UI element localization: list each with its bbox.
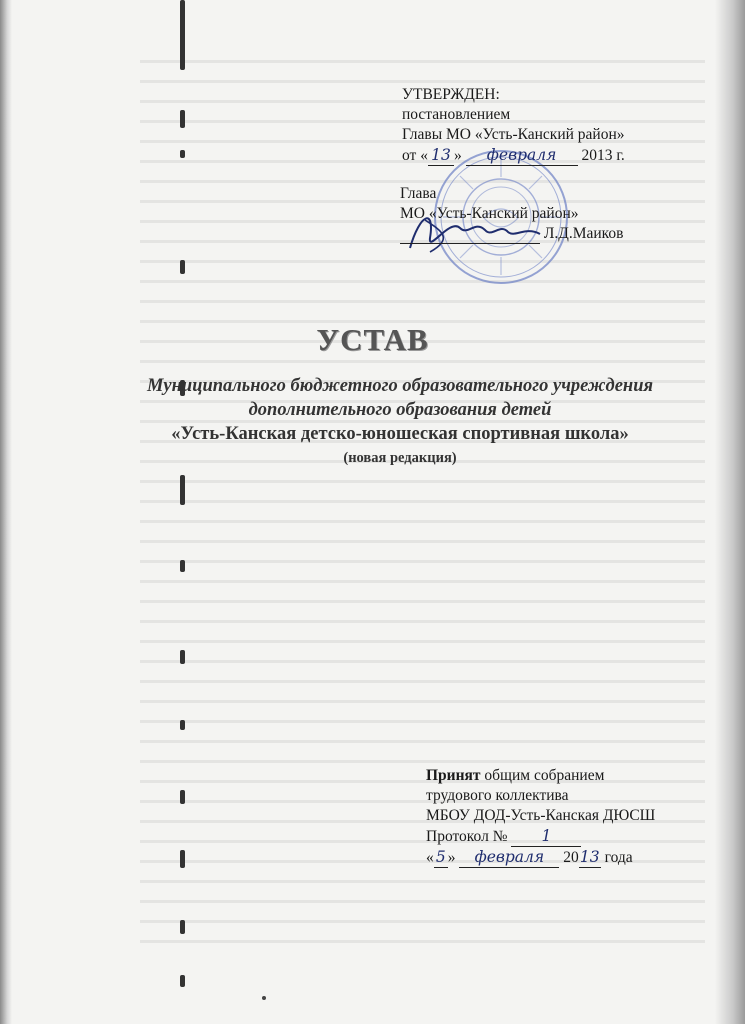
head-sign-row: [400, 224, 623, 244]
adoption-block: [426, 766, 655, 868]
approval-line-2: постановлением: [402, 106, 511, 123]
date-mid: »: [453, 147, 462, 164]
adopt-year-suffix: 13: [579, 848, 600, 866]
adopted-label: Принят: [426, 767, 481, 784]
approval-line-3: Главы МО «Усть-Канский район»: [402, 126, 625, 143]
head-signature-block: [400, 184, 623, 244]
adopt-year-prefix: 20: [563, 849, 579, 866]
adopt-date-month: февраля: [459, 847, 559, 868]
adoption-line-1: [426, 766, 655, 786]
adopt-date-prefix: «: [426, 849, 434, 866]
scan-speck: [262, 996, 266, 1000]
adopt-date-mid: »: [447, 849, 456, 866]
approval-block: [402, 85, 625, 166]
adoption-date: [426, 847, 655, 868]
protocol-prefix: Протокол №: [426, 828, 508, 845]
approval-date: [402, 145, 625, 166]
protocol-number: 1: [511, 826, 581, 847]
head-title: Глава: [400, 185, 437, 202]
date-year: 2013 г.: [581, 147, 625, 164]
approval-heading: УТВЕРЖДЕН:: [402, 86, 500, 103]
edition-note: (новая редакция): [343, 450, 457, 466]
scan-left-edge: [0, 0, 12, 1024]
date-day: 13: [428, 145, 454, 166]
subtitle-line-1: Муниципального бюджетного образовательного учреждения: [146, 376, 654, 396]
adopted-label-rest: общим собранием: [480, 767, 605, 784]
document-title: УСТАВ: [316, 322, 429, 357]
document-subtitle: [90, 374, 710, 470]
protocol-row: [426, 826, 655, 847]
adoption-line-2: трудового коллектива: [426, 787, 569, 804]
date-prefix: от «: [402, 147, 428, 164]
adopt-year-word: года: [604, 849, 633, 866]
adoption-line-3: МБОУ ДОД-Усть-Канская ДЮСШ: [426, 807, 656, 824]
subtitle-line-2: дополнительного образования детей: [248, 400, 552, 420]
school-name: «Усть-Канская детско-юношеская спортивная школа»: [171, 424, 629, 444]
scan-right-edge: [715, 0, 745, 1024]
signature-line: [400, 225, 540, 244]
binding-holes: [178, 0, 188, 1024]
date-month: февраля: [466, 145, 578, 166]
head-name: Л.Д.Маиков: [543, 225, 624, 242]
head-organization: МО «Усть-Канский район»: [400, 205, 579, 222]
adopt-date-day: 5: [434, 847, 448, 868]
